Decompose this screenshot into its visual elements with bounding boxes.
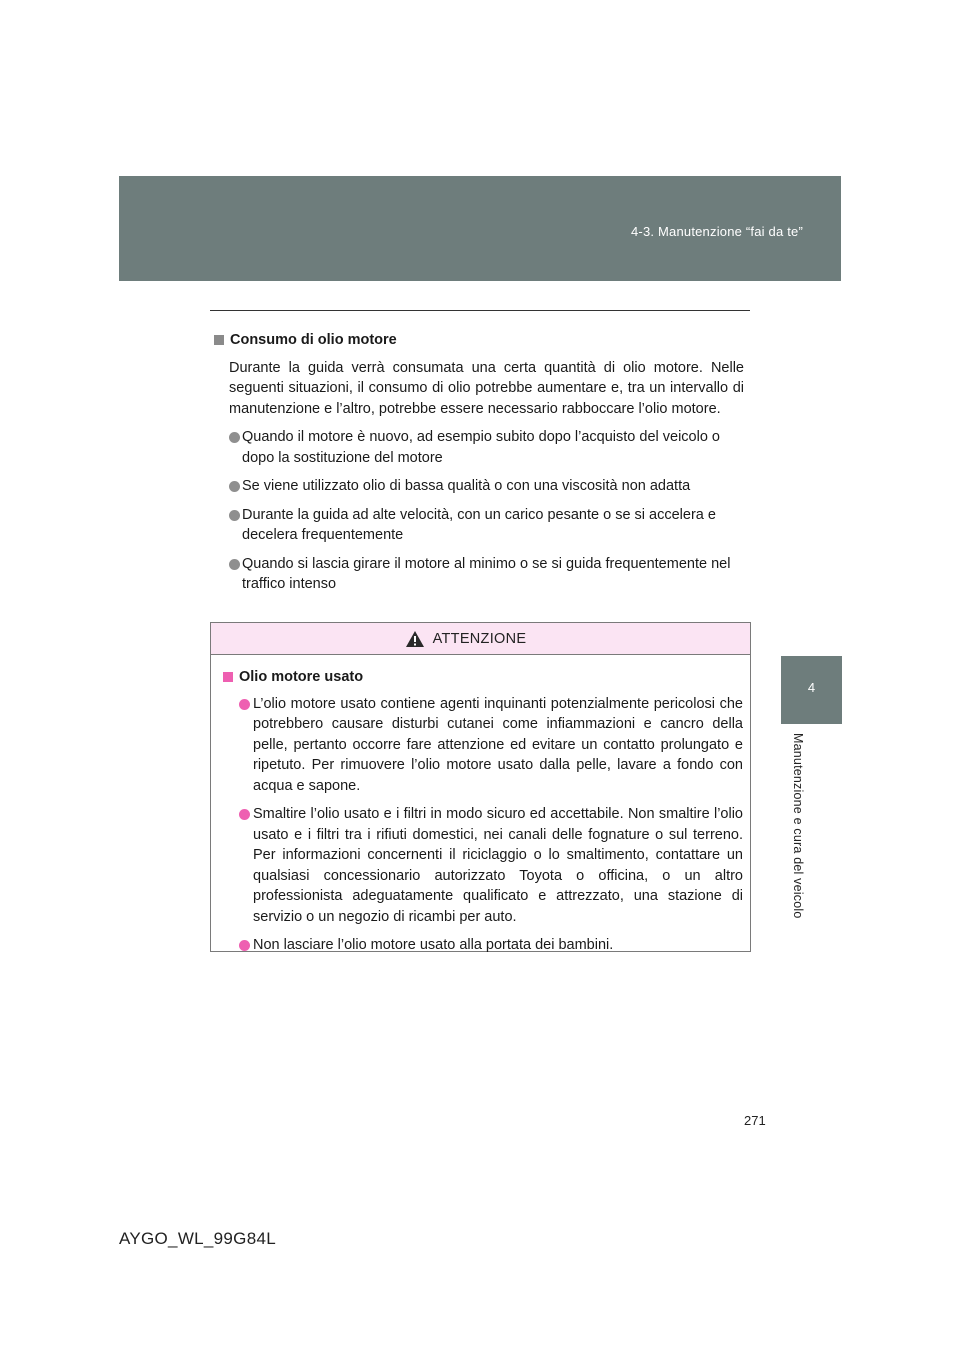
divider xyxy=(210,310,750,311)
list-item-text: Quando si lascia girare il motore al minimo o se si guida frequentemente nel traffico intenso xyxy=(242,555,731,592)
list-item-text: Durante la guida ad alte velocità, con un carico pesante o se si accelera e decelera frequentemente xyxy=(242,506,716,543)
square-bullet-icon xyxy=(223,672,233,682)
warning-heading xyxy=(223,667,743,688)
section-paragraph: Durante la guida verrà consumata una certa quantità di olio motore. Nelle seguenti situazioni, il consumo di olio potrebbe aumentare e, tra un intervallo di manutenzione e l’altro, potrebbe essere necessario rabboccare l’olio motore. xyxy=(229,359,744,417)
warning-body xyxy=(211,655,750,956)
list-item-text: Quando il motore è nuovo, ad esempio subito dopo l’acquisto del veicolo o dopo la sostituzione del motore xyxy=(242,429,720,466)
list-item xyxy=(229,476,744,497)
warning-triangle-icon xyxy=(405,630,425,648)
warning-bullet-list xyxy=(239,694,743,956)
list-item-text: Smaltire l’olio usato e i filtri in modo sicuro ed accettabile. Non smaltire l’olio usato e i filtri tra i rifiuti domestici, nei canali delle fognature o sul terreno. Per informazioni concernenti il riciclaggio o lo smaltimento, contattare un qualsiasi concessionario autorizzato Toyota o officina, o un altro professionista adeguatamente qualificato e attrezzato, una stazione di servizio o un negozio di ricambi per auto. xyxy=(253,806,743,925)
document-code: AYGO_WL_99G84L xyxy=(119,1229,276,1248)
list-item xyxy=(239,804,743,927)
square-bullet-icon xyxy=(214,335,224,345)
bullet-dot-icon xyxy=(239,699,250,710)
header-band xyxy=(119,176,841,281)
bullet-dot-icon xyxy=(229,432,240,443)
list-item-text: Se viene utilizzato olio di bassa qualità o con una viscosità non adatta xyxy=(242,478,691,494)
bullet-dot-icon xyxy=(229,559,240,570)
chapter-number: 4 xyxy=(807,680,816,695)
list-item xyxy=(239,694,743,797)
list-item-text: Non lasciare l’olio motore usato alla portata dei bambini. xyxy=(253,937,614,953)
bullet-dot-icon xyxy=(239,809,250,820)
list-item-text: L’olio motore usato contiene agenti inquinanti potenzialmente pericolosi che potrebbero causare disturbi cutanei come infiammazioni e cancro della pelle, pertanto occorre fare attenzione ed evitare un contatto prolungato e ripetuto. Per rimuovere l’olio motore usato dalla pelle, lavare a fondo con acqua e sapone. xyxy=(253,695,743,794)
warning-header xyxy=(211,623,750,655)
list-item xyxy=(229,427,744,468)
section-bullet-list xyxy=(229,427,744,595)
page-number: 271 xyxy=(744,1113,766,1128)
section-title: 4-3. Manutenzione “fai da te” xyxy=(630,224,803,239)
warning-box xyxy=(210,622,751,952)
warning-title: ATTENZIONE xyxy=(432,630,527,647)
section-heading-text: Consumo di olio motore xyxy=(230,332,397,348)
chapter-label: Manutenzione e cura del veicolo xyxy=(791,733,805,919)
list-item xyxy=(229,505,744,546)
bullet-dot-icon xyxy=(229,510,240,521)
section-heading xyxy=(214,330,744,351)
list-item xyxy=(229,554,744,595)
list-item xyxy=(239,935,743,956)
main-content xyxy=(214,330,744,603)
warning-heading-text: Olio motore usato xyxy=(239,669,364,685)
bullet-dot-icon xyxy=(239,940,250,951)
bullet-dot-icon xyxy=(229,481,240,492)
chapter-tab xyxy=(781,656,842,724)
